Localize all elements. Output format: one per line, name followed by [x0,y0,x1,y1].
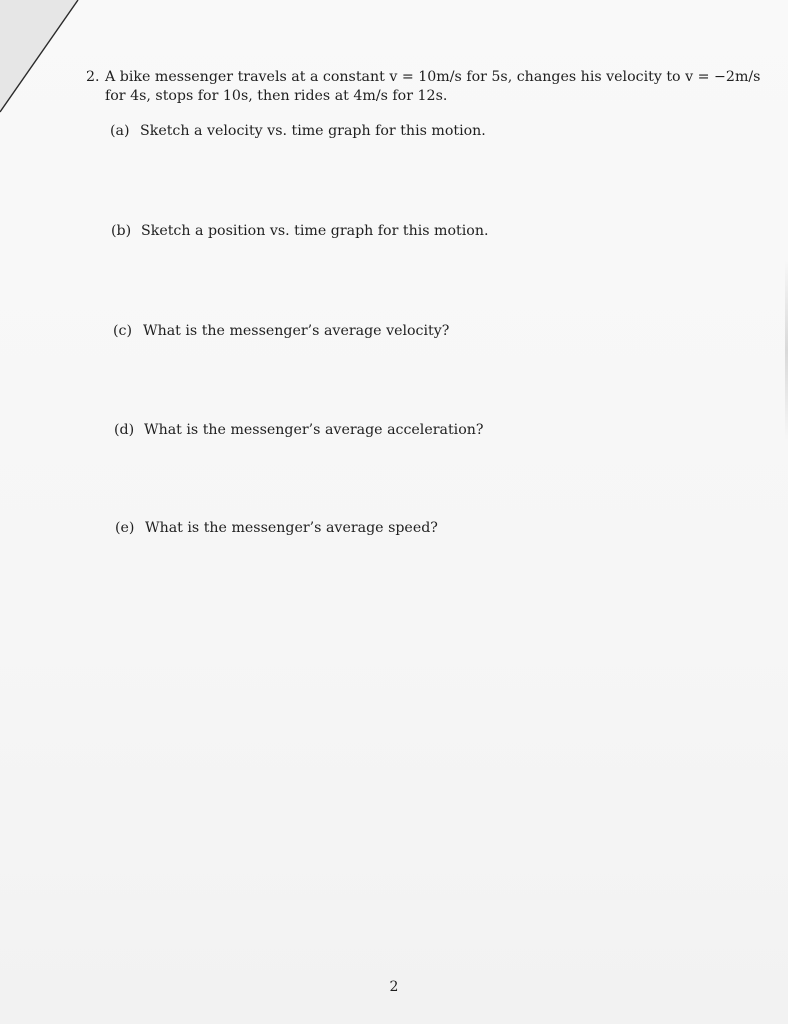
part-b [111,222,488,241]
problem-text-line-2: for 4s, stops for 10s, then rides at 4m/s for 12s. [105,88,448,104]
part-c-question: What is the messenger’s average velocity? [143,323,450,339]
problem-text-line-1: A bike messenger travels at a constant v = 10m/s for 5s, changes his velocity to v = −2m/s [105,69,761,85]
part-e [115,519,438,538]
part-a [110,122,486,141]
part-a-question: Sketch a velocity vs. time graph for this motion. [140,123,486,139]
part-e-label: (e) [115,520,135,536]
part-d [114,421,484,440]
page-number: 2 [389,979,399,995]
part-b-label: (b) [111,223,132,239]
part-d-label: (d) [114,422,135,438]
part-c [113,322,449,341]
part-a-label: (a) [110,123,130,139]
part-c-label: (c) [113,323,133,339]
folded-corner [0,0,85,118]
problem-text [105,68,761,106]
part-d-question: What is the messenger’s average acceleration? [144,422,484,438]
problem-number: 2. [86,69,100,85]
part-e-question: What is the messenger’s average speed? [145,520,438,536]
part-b-question: Sketch a position vs. time graph for this motion. [141,223,489,239]
